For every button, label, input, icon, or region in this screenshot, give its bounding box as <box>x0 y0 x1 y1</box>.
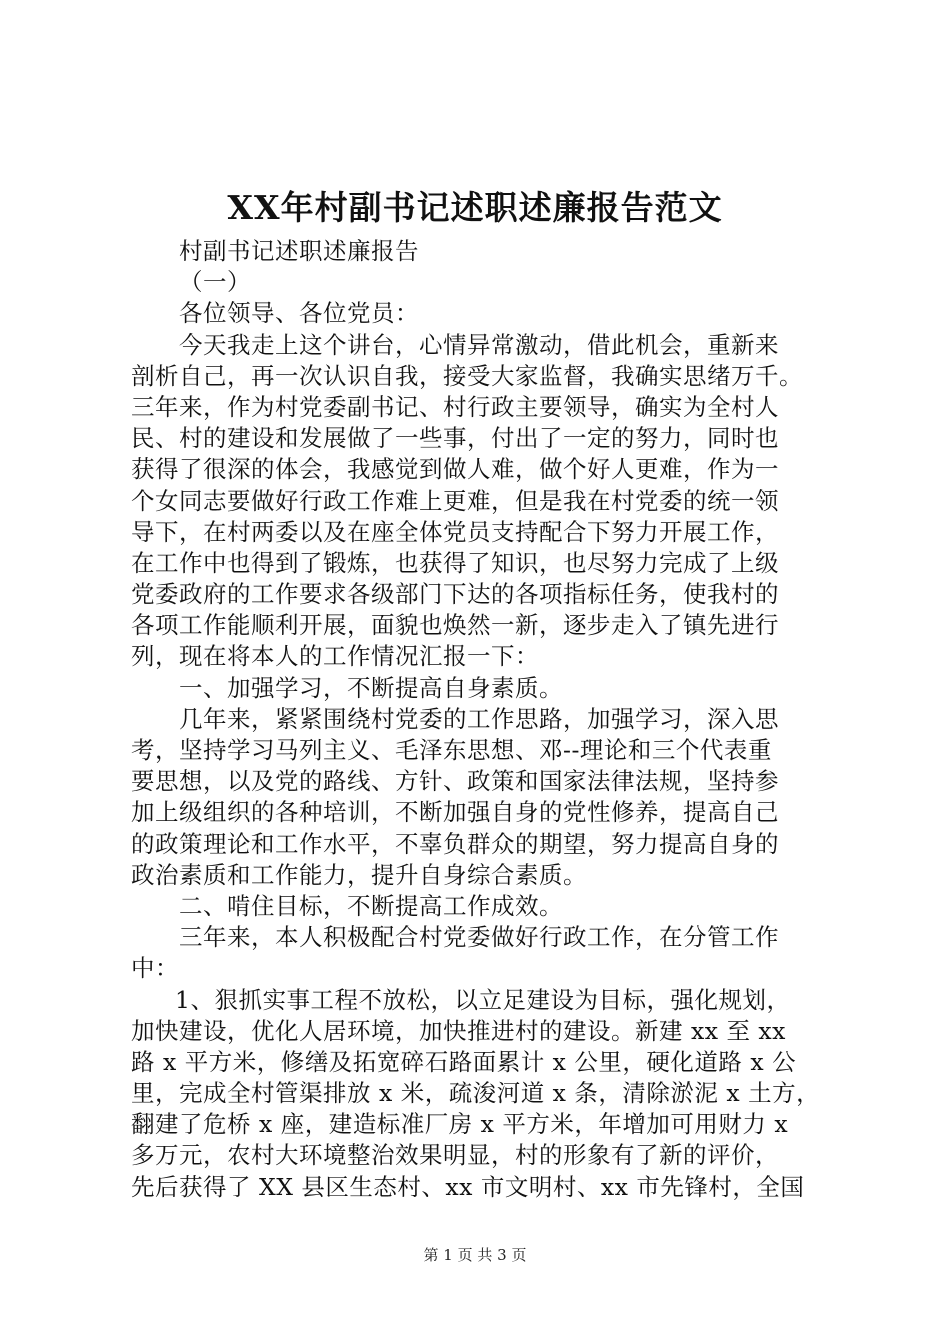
body-line: 剖析自己，再一次认识自我，接受大家监督，我确实思绪万千。 <box>131 361 803 390</box>
body-line: 考，坚持学习马列主义、毛泽东思想、邓--理论和三个代表重 <box>131 736 772 764</box>
body-line: 三年来，作为村党委副书记、村行政主要领导，确实为全村人 <box>131 392 779 421</box>
body-line: 加快建设，优化人居环境，加快推进村的建设。新建 xx 至 xx <box>131 1016 786 1045</box>
body-line: 加上级组织的各种培训，不断加强自身的党性修养，提高自己 <box>131 798 779 827</box>
body-line: 获得了很深的体会，我感觉到做人难，做个好人更难，作为一 <box>131 455 779 484</box>
body-line: 今天我走上这个讲台，心情异常激动，借此机会，重新来 <box>179 330 779 359</box>
body-line: 二、啃住目标，不断提高工作成效。 <box>179 891 563 920</box>
body-line: 民、村的建设和发展做了一些事，付出了一定的努力，同时也 <box>131 424 779 453</box>
document-body <box>131 236 843 1203</box>
body-line: 多万元，农村大环境整治效果明显，村的形象有了新的评价， <box>131 1141 779 1170</box>
body-line: 各位领导、各位党员： <box>179 299 419 328</box>
body-line: 翻建了危桥 x 座，建造标准厂房 x 平方米，年增加可用财力 x <box>131 1110 789 1139</box>
body-line: 政治素质和工作能力，提升自身综合素质。 <box>131 860 587 889</box>
page-footer: 第 1 页 共 3 页 <box>423 1246 527 1264</box>
body-line: 各项工作能顺利开展，面貌也焕然一新，逐步走入了镇先进行 <box>131 611 779 640</box>
body-line: 1、狠抓实事工程不放松，以立足建设为目标，强化规划， <box>175 985 791 1014</box>
body-line: 三年来，本人积极配合村党委做好行政工作，在分管工作 <box>179 923 779 952</box>
body-line: 里，完成全村管渠排放 x 米，疏浚河道 x 条，清除淤泥 x 土方， <box>131 1079 821 1108</box>
body-line: 的政策理论和工作水平，不辜负群众的期望，努力提高自身的 <box>131 829 779 858</box>
body-line: 导下，在村两委以及在座全体党员支持配合下努力开展工作， <box>131 517 779 546</box>
document-title: XX年村副书记述职述廉报告范文 <box>227 188 723 227</box>
body-line: 列，现在将本人的工作情况汇报一下： <box>131 642 539 671</box>
body-line: （一） <box>179 268 251 297</box>
body-line: 一、加强学习，不断提高自身素质。 <box>179 673 563 702</box>
body-line: 个女同志要做好行政工作难上更难，但是我在村党委的统一领 <box>131 486 779 515</box>
body-line: 几年来，紧紧围绕村党委的工作思路，加强学习，深入思 <box>179 704 779 733</box>
body-line: 要思想，以及党的路线、方针、政策和国家法律法规，坚持参 <box>131 767 779 796</box>
body-line: 中： <box>131 954 179 983</box>
body-line: 党委政府的工作要求各级部门下达的各项指标任务，使我村的 <box>131 580 779 609</box>
body-line: 村副书记述职述廉报告 <box>179 237 419 265</box>
body-line: 先后获得了 XX 县区生态村、xx 市文明村、xx 市先锋村，全国 <box>131 1172 805 1201</box>
body-line: 路 x 平方米，修缮及拓宽碎石路面累计 x 公里，硬化道路 x 公 <box>131 1047 797 1076</box>
body-line: 在工作中也得到了锻炼，也获得了知识，也尽努力完成了上级 <box>131 548 779 577</box>
